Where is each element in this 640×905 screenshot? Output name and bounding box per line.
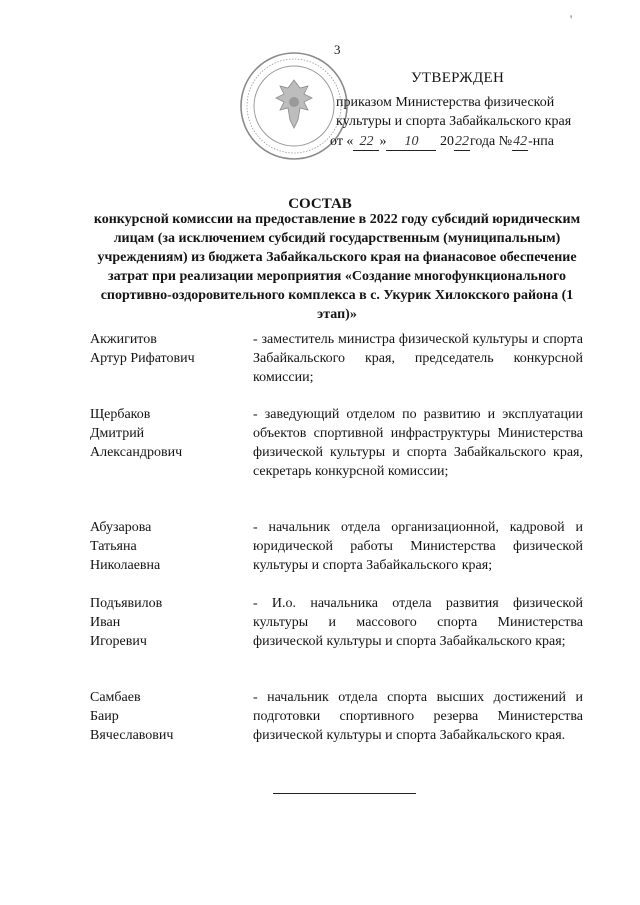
member-role: - начальник отдела организационной, кадровой и юридической работы Министерства физической культуры и спорта Забайкальского края; [253,520,583,573]
end-divider [273,793,416,794]
corner-mark: ' [570,12,573,26]
year-prefix: 20 [439,134,454,149]
date-month: 10 [386,134,436,151]
document-subtitle: конкурсной комиссии на предоставление в 2022 году субсидий юридическим лицам (за исключением субсидий государственным (муниципальным) учреждениям) из бюджета Забайкальского края на фианасовое обеспечение затрат при реализации мероприятия «Создание многофункционального спортивно-оздоровительного комплекса в с. Укурик Хилокского района (1 этап)» [93,212,581,322]
member-role: - заведующий отделом по развитию и эксплуатации объектов спортивной инфраструктуры Министерства физической культуры и спорта Забайкальского края, секретарь конкурсной комиссии; [253,407,583,479]
date-mid: » [379,134,387,149]
member-name: Щербаков Дмитрий Александрович [90,407,183,460]
member-role: - начальник отдела спорта высших достижений и подготовки спортивного резерва Министерства физической культуры и спорта Забайкальского края. [253,690,583,743]
approved-title: УТВЕРЖДЕН [411,70,505,86]
member-role: - заместитель министра физической культуры и спорта Забайкальского края, председатель конкурсной комиссии; [253,332,583,385]
member-name: Акжигитов Артур Рифатович [90,332,195,366]
member-name: Абузарова Татьяна Николаевна [90,520,161,573]
date-day: 22 [353,134,379,151]
member-name: Самбаев Баир Вячеславович [90,690,174,743]
document-title: СОСТАВ [288,196,352,212]
approval-ministry-line: культуры и спорта Забайкальского края [336,114,572,129]
date-prefix: от « [330,134,354,149]
approval-order-line: приказом Министерства физической [336,95,555,110]
date-year: 22 [454,134,469,149]
member-name: Подъявилов Иван Игоревич [90,596,163,649]
page-number: 3 [334,42,341,57]
order-number: 42 [513,134,528,149]
number-suffix: -нпа [528,134,554,149]
number-label: года № [469,134,513,149]
member-role: - И.о. начальника отдела развития физической культуры и массового спорта Министерства физической культуры и спорта Забайкальского края; [253,596,583,649]
approval-date-line [330,134,554,151]
